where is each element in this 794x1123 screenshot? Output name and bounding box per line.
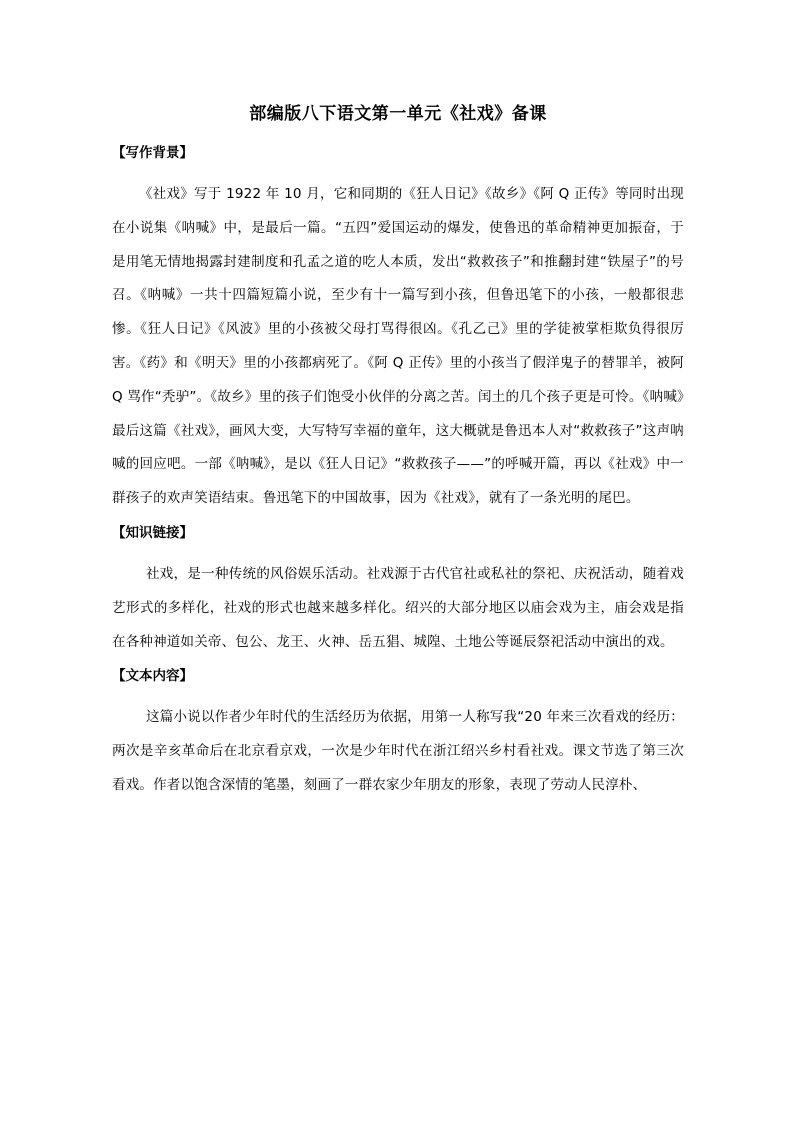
- section-heading-knowledge-link: 【知识链接】: [112, 524, 193, 541]
- paragraph-knowledge-link: 社戏，是一种传统的风俗娱乐活动。社戏源于古代官社或私社的祭祀、庆祝活动，随着戏艺形式的多样化，社戏的形式也越来越多样化。绍兴的大部分地区以庙会戏为主，庙会戏是指在各种神道如关帝、包公、龙王、火神、岳五猖、城隍、土地公等诞辰祭祀活动中演出的戏。: [112, 565, 684, 650]
- paragraph-text-content: 这篇小说以作者少年时代的生活经历为依据，用第一人称写我“20 年来三次看戏的经历：两次是辛亥革命后在北京看京戏，一次是少年时代在浙江绍兴乡村看社戏。课文节选了第三次看戏。作者以饱含深情的笔墨，刻画了一群农家少年朋友的形象，表现了劳动人民淳朴、: [112, 709, 684, 793]
- page-title: 部编版八下语文第一单元《社戏》备课: [249, 104, 547, 124]
- section-heading-text-content: 【文本内容】: [112, 668, 193, 685]
- paragraph-writing-background: 《社戏》写于 1922 年 10 月，它和同期的《狂人日记》《故乡》《阿 Q 正传》等同时出现在小说集《呐喊》中，是最后一篇。“五四”爱国运动的爆发，使鲁迅的革命精神更加振奋，于是用笔无情地揭露封建制度和孔孟之道的吃人本质，发出“救救孩子”和推翻封建“铁屋子”的号召。《呐喊》一共十四篇短篇小说，至少有十一篇写到小孩，但鲁迅笔下的小孩，一般都很悲惨。《狂人日记》《风波》里的小孩被父母打骂得很凶。《孔乙己》里的学徒被掌柜欺负得很厉害。《药》和《明天》里的小孩都病死了。《阿 Q 正传》里的小孩当了假洋鬼子的替罪羊，被阿 Q 骂作“秃驴”。《故乡》里的孩子们饱受小伙伴的分离之苦。闰土的几个孩子更是可怜。《呐喊》最后这篇《社戏》，画风大变，大写特写幸福的童年，这大概就是鲁迅本人对“救救孩子”这声呐喊的回应吧。一部《呐喊》，是以《狂人日记》“救救孩子——”的呼喊开篇，再以《社戏》中一群孩子的欢声笑语结束。鲁迅笔下的中国故事，因为《社戏》，就有了一条光明的尾巴。: [112, 186, 684, 507]
- section-heading-writing-background: 【写作背景】: [112, 145, 193, 161]
- section-knowledge-link: [112, 522, 684, 659]
- section-text-content: [112, 665, 684, 802]
- section-writing-background: [112, 142, 684, 516]
